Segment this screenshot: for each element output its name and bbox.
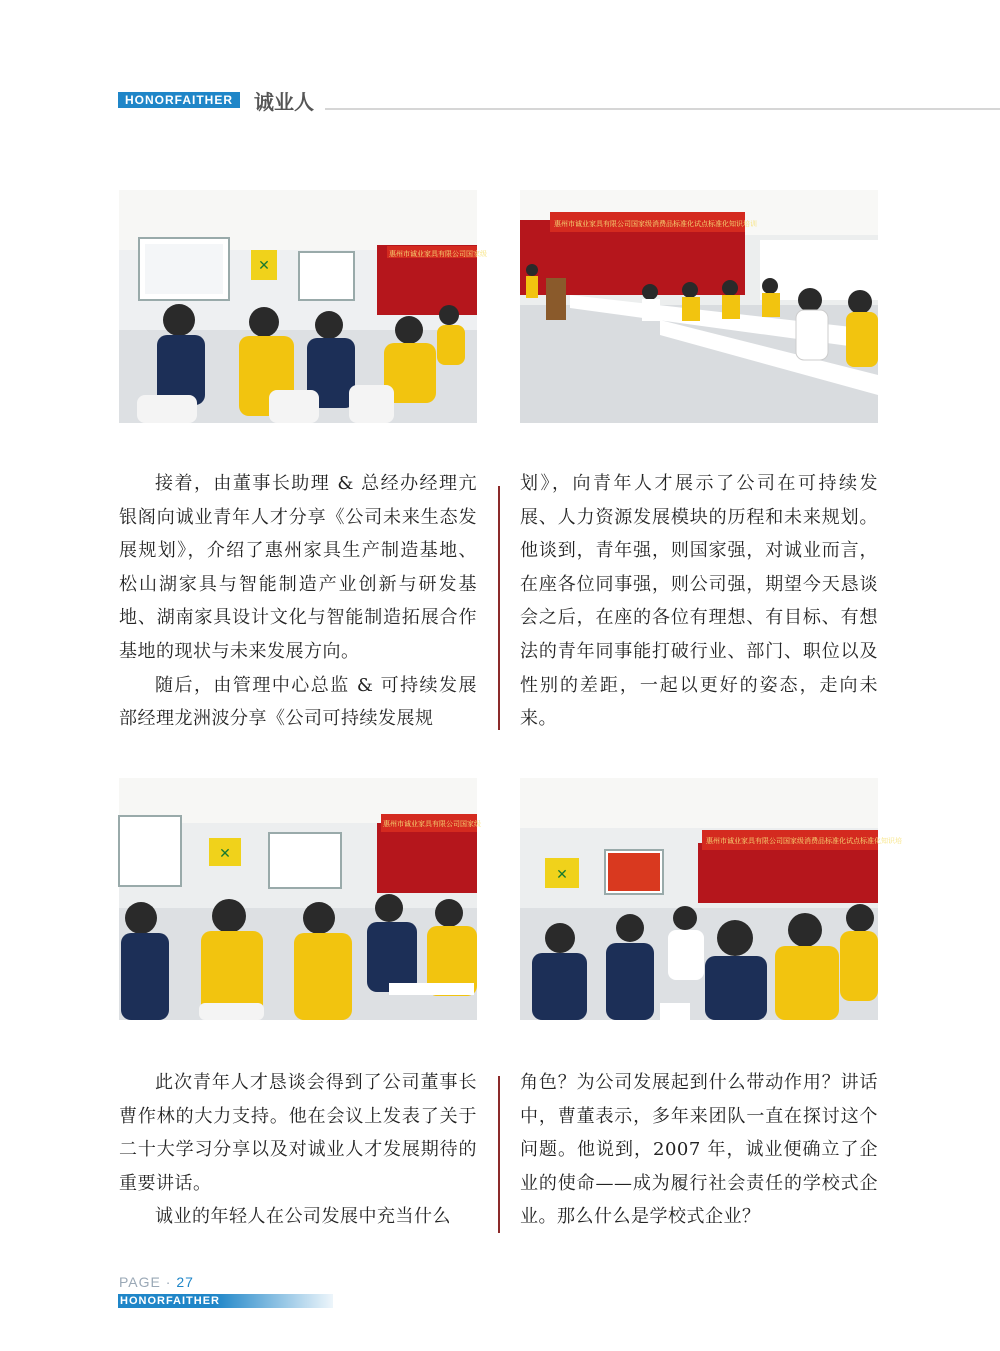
photo-3-banner: 惠州市诚业家具有限公司国家级 [383, 820, 481, 828]
photo-meeting-1 [119, 190, 487, 423]
paragraph: 角色？为公司发展起到什么带动作用？讲话中，曹董表示，多年来团队一直在探讨这个问题。他说到，2007 年，诚业便确立了企业的使命——成为履行社会责任的学校式企业。那么什么是学校式企业？ [520, 1072, 878, 1228]
page-label [119, 1274, 194, 1290]
footer-brand: HONORFAITHER [118, 1294, 333, 1308]
photo-meeting-3 [119, 778, 481, 1020]
section-2-left-column [119, 1066, 477, 1234]
header-rule [325, 108, 1000, 110]
column-divider [498, 1076, 500, 1233]
svg-text:✕: ✕ [556, 867, 568, 883]
header-brand-en: HONORFAITHER [118, 92, 240, 108]
svg-text:✕: ✕ [219, 846, 231, 862]
paragraph: 诚业的年轻人在公司发展中充当什么 [155, 1206, 451, 1228]
page-header [0, 0, 1000, 130]
section-1-right-column [520, 467, 878, 736]
photo-meeting-2 [520, 190, 878, 423]
photo-meeting-4 [520, 778, 902, 1020]
paragraph: 此次青年人才恳谈会得到了公司董事长曹作林的大力支持。他在会议上发表了关于二十大学习分享以及对诚业人才发展期待的重要讲话。 [119, 1072, 477, 1194]
section-1-left-column [119, 467, 477, 736]
paragraph: 接着，由董事长助理 & 总经办经理亢银阁向诚业青年人才分享《公司未来生态发展规划》，介绍了惠州家具生产制造基地、松山湖家具与智能制造产业创新与研发基地、湖南家具设计文化与智能制造拓展合作基地的现状与未来发展方向。 [119, 473, 477, 662]
page-label-text: PAGE · [119, 1274, 177, 1290]
svg-text:✕: ✕ [258, 258, 270, 274]
paragraph: 随后，由管理中心总监 & 可持续发展部经理龙洲波分享《公司可持续发展规 [119, 674, 477, 730]
page-number: 27 [176, 1274, 194, 1290]
photo-2-banner: 惠州市诚业家具有限公司国家级消费品标准化试点标准化知识培训 [554, 220, 757, 228]
section-2-right-column [520, 1066, 878, 1234]
photo-1-banner: 惠州市诚业家具有限公司国家级 [389, 250, 487, 258]
column-divider [498, 486, 500, 730]
photo-4-banner: 惠州市诚业家具有限公司国家级消费品标准化试点标准化知识培 [706, 837, 902, 845]
paragraph: 划》，向青年人才展示了公司在可持续发展、人力资源发展模块的历程和未来规划。他谈到，青年强，则国家强，对诚业而言，在座各位同事强，则公司强，期望今天恳谈会之后，在座的各位有理想、有目标、有想法的青年同事能打破行业、部门、职位以及性别的差距，一起以更好的姿态，走向未来。 [520, 473, 878, 730]
header-brand-cn: 诚业人 [254, 90, 314, 114]
